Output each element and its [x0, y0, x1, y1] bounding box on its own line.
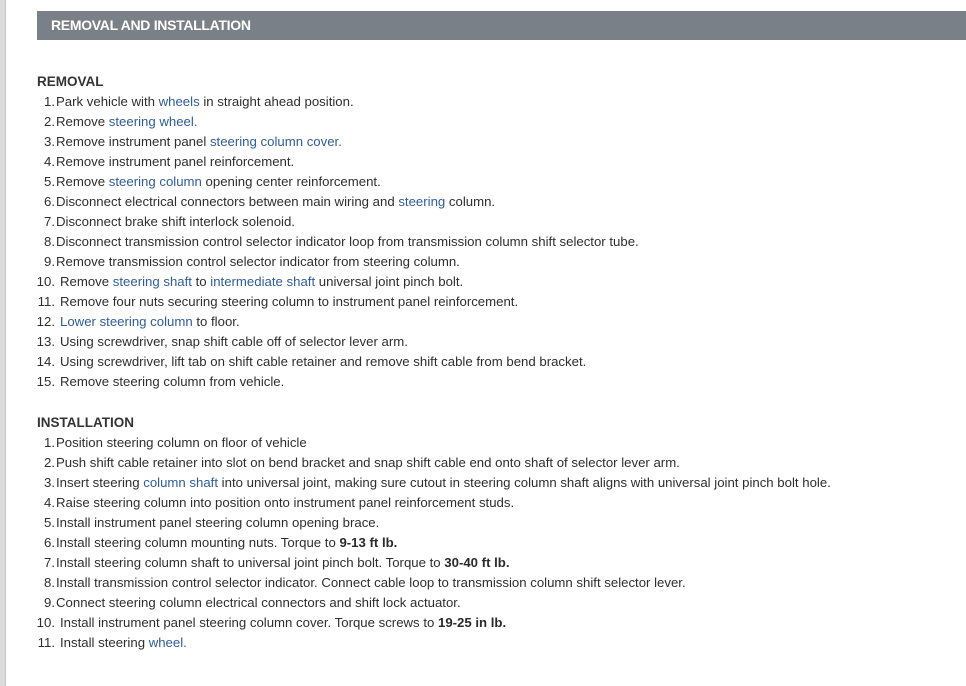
step-item — [0, 453, 966, 473]
step-text-part: Install steering — [60, 635, 149, 650]
step-text-part: into universal joint, making sure cutout in steering column shaft aligns with universal joint pinch bolt hole. — [218, 475, 831, 490]
step-text-part: Park vehicle with — [56, 94, 159, 109]
step-number: 7. — [44, 214, 55, 229]
step-text — [56, 473, 831, 493]
step-link[interactable]: steering column cover. — [209, 134, 342, 149]
step-item — [0, 473, 966, 493]
step-text-part: Disconnect transmission control selector indicator loop from transmission column shift selector tube. — [56, 234, 639, 249]
step-item — [0, 553, 966, 573]
step-text-part: to floor. — [192, 314, 240, 329]
installation-title: INSTALLATION — [37, 415, 134, 430]
step-number: 11. — [37, 635, 55, 650]
step-text — [56, 252, 460, 272]
step-text — [56, 433, 307, 453]
step-number: 14. — [36, 354, 55, 369]
step-number: 6. — [44, 535, 55, 550]
step-text-part: Remove — [56, 114, 109, 129]
step-text-part: Remove — [60, 274, 113, 289]
step-text — [56, 212, 295, 232]
step-text-part: Install steering column mounting nuts. Torque to — [56, 535, 340, 550]
step-text — [56, 232, 639, 252]
step-number: 4. — [44, 154, 55, 169]
step-text-part: Disconnect brake shift interlock solenoid. — [56, 214, 295, 229]
step-number: 3. — [44, 475, 55, 490]
step-text-part: Insert steering — [56, 475, 144, 490]
step-text — [56, 132, 342, 152]
step-number: 8. — [44, 234, 55, 249]
step-text-part: Using screwdriver, lift tab on shift cable retainer and remove shift cable from bend bracket. — [60, 354, 587, 369]
step-text — [56, 112, 197, 132]
step-text — [56, 453, 680, 473]
step-text — [60, 312, 240, 332]
step-text-part: Remove instrument panel — [56, 134, 210, 149]
step-text-part: Remove transmission control selector indicator from steering column. — [56, 254, 460, 269]
step-text-part: Install transmission control selector indicator. Connect cable loop to transmission column shift selector lever. — [56, 575, 686, 590]
step-item — [0, 152, 966, 172]
step-text-part: Raise steering column into position onto instrument panel reinforcement studs. — [56, 495, 515, 510]
step-number: 11. — [37, 294, 55, 309]
step-text-part: Push shift cable retainer into slot on bend bracket and snap shift cable end onto shaft of selector lever arm. — [56, 455, 680, 470]
step-link[interactable]: column shaft — [143, 475, 219, 490]
step-text-part: Install instrument panel steering column cover. Torque screws to — [60, 615, 438, 630]
step-number: 12. — [36, 314, 55, 329]
step-item — [0, 372, 966, 392]
step-text — [60, 332, 408, 352]
step-link[interactable]: Lower steering column — [60, 314, 193, 329]
section-header: REMOVAL AND INSTALLATION — [37, 11, 966, 40]
step-text-part: Install steering column shaft to universal joint pinch bolt. Torque to — [56, 555, 445, 570]
step-link[interactable]: steering — [398, 194, 446, 209]
step-item — [0, 513, 966, 533]
step-text — [60, 292, 518, 312]
step-number: 7. — [44, 555, 55, 570]
step-number: 8. — [44, 575, 55, 590]
step-text — [60, 272, 463, 292]
step-item — [0, 252, 966, 272]
step-text — [56, 553, 510, 573]
step-item — [0, 573, 966, 593]
step-item — [0, 352, 966, 372]
step-text — [56, 533, 397, 553]
step-item — [0, 312, 966, 332]
step-item — [0, 232, 966, 252]
step-number: 2. — [44, 114, 55, 129]
step-number: 4. — [44, 495, 55, 510]
step-number: 10. — [36, 274, 55, 289]
step-item — [0, 493, 966, 513]
step-item — [0, 212, 966, 232]
step-link[interactable]: wheels — [158, 94, 200, 109]
step-text-part: Remove four nuts securing steering column to instrument panel reinforcement. — [60, 294, 519, 309]
installation-steps — [0, 433, 966, 653]
step-text-part: Remove — [56, 174, 109, 189]
step-text-part: column. — [445, 194, 496, 209]
step-number: 13. — [36, 334, 55, 349]
torque-spec: 30-40 ft lb. — [444, 555, 510, 570]
step-text-part: Remove instrument panel reinforcement. — [56, 154, 295, 169]
step-item — [0, 613, 966, 633]
step-text — [60, 352, 586, 372]
step-text — [56, 172, 381, 192]
torque-spec: 19-25 in lb. — [437, 615, 507, 630]
step-item — [0, 272, 966, 292]
step-text-part: to — [191, 274, 211, 289]
step-item — [0, 433, 966, 453]
step-link[interactable]: steering wheel. — [108, 114, 198, 129]
step-text — [56, 593, 461, 613]
step-text — [56, 493, 514, 513]
step-item — [0, 92, 966, 112]
step-link[interactable]: steering column — [108, 174, 202, 189]
step-item — [0, 172, 966, 192]
step-item — [0, 633, 966, 653]
step-link[interactable]: wheel. — [148, 635, 187, 650]
step-number: 1. — [44, 94, 55, 109]
step-text-part: Disconnect electrical connectors between main wiring and — [56, 194, 399, 209]
step-text-part: in straight ahead position. — [199, 94, 354, 109]
step-number: 2. — [44, 455, 55, 470]
step-item — [0, 112, 966, 132]
step-text-part: opening center reinforcement. — [201, 174, 381, 189]
step-text — [60, 372, 284, 392]
step-number: 10. — [36, 615, 55, 630]
step-item — [0, 533, 966, 553]
step-text — [56, 152, 294, 172]
step-text — [56, 513, 379, 533]
step-text-part: Using screwdriver, snap shift cable off of selector lever arm. — [60, 334, 408, 349]
step-number: 3. — [44, 134, 55, 149]
step-item — [0, 132, 966, 152]
step-item — [0, 192, 966, 212]
step-number: 5. — [44, 174, 55, 189]
step-text-part: Connect steering column electrical connectors and shift lock actuator. — [56, 595, 461, 610]
step-item — [0, 593, 966, 613]
step-text — [60, 613, 506, 633]
removal-steps — [0, 92, 966, 392]
step-text-part: universal joint pinch bolt. — [315, 274, 464, 289]
step-item — [0, 332, 966, 352]
torque-spec: 9-13 ft lb. — [339, 535, 398, 550]
step-number: 6. — [44, 194, 55, 209]
step-link[interactable]: steering shaft — [112, 274, 192, 289]
step-number: 9. — [44, 254, 55, 269]
step-item — [0, 292, 966, 312]
step-number: 9. — [44, 595, 55, 610]
step-number: 15. — [36, 374, 55, 389]
step-text — [60, 633, 187, 653]
step-text-part: Position steering column on floor of vehicle — [56, 435, 307, 450]
step-number: 1. — [44, 435, 55, 450]
step-number: 5. — [44, 515, 55, 530]
step-text — [56, 92, 354, 112]
step-text — [56, 192, 495, 212]
step-text — [56, 573, 686, 593]
step-text-part: Install instrument panel steering column opening brace. — [56, 515, 380, 530]
removal-title: REMOVAL — [37, 74, 104, 89]
step-link[interactable]: intermediate shaft — [210, 274, 316, 289]
step-text-part: Remove steering column from vehicle. — [60, 374, 285, 389]
